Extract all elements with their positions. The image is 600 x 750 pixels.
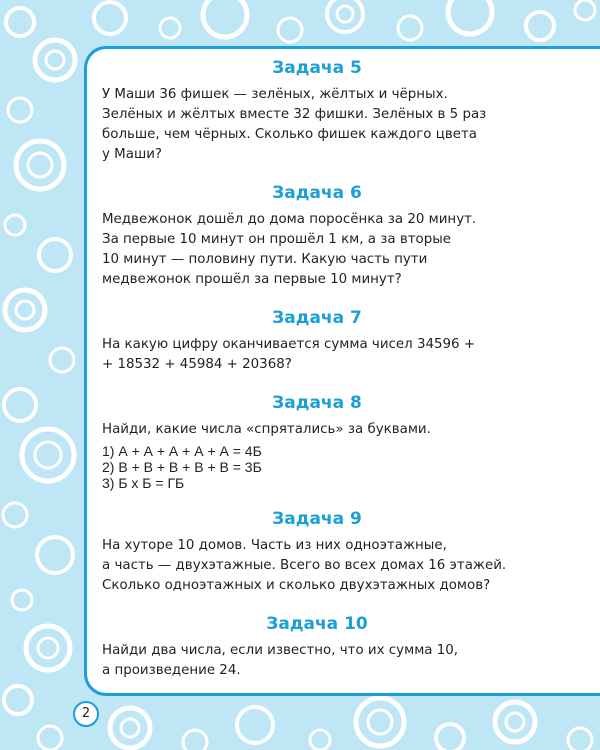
task-text	[102, 420, 532, 440]
task-text	[102, 536, 532, 596]
task-title: Задача 7	[272, 308, 362, 328]
equation: 3) Б х Б = ГБ	[102, 475, 185, 491]
task-line: Медвежонок дошёл до дома поросёнка за 20 минут.	[102, 212, 477, 227]
task-line: Зелёных и жёлтых вместе 32 фишки. Зелёных в 5 раз	[102, 107, 487, 122]
task-line: Найди, какие числа «спрятались» за буквами.	[102, 422, 431, 437]
task-line: Найди два числа, если известно, что их сумма 10,	[102, 643, 459, 658]
task-line: а часть — двухэтажные. Всего во всех домах 16 этажей.	[102, 558, 507, 573]
task-line: медвежонок прошёл за первые 10 минут?	[102, 272, 402, 287]
equation: 2) В + В + В + В + В = 3Б	[102, 459, 262, 475]
task-text	[102, 210, 532, 290]
task-9	[102, 509, 532, 596]
task-line: У Маши 36 фишек — зелёных, жёлтых и чёрных.	[102, 87, 448, 102]
task-7	[102, 308, 532, 375]
task-line: За первые 10 минут он прошёл 1 км, а за вторые	[102, 232, 452, 247]
page-number: 2	[73, 701, 99, 727]
task-title: Задача 8	[272, 393, 362, 413]
task-line: На какую цифру оканчивается сумма чисел 34596 +	[102, 337, 476, 352]
task-5	[102, 58, 532, 165]
equation-list	[102, 443, 532, 491]
task-line: больше, чем чёрных. Сколько фишек каждого цвета	[102, 127, 477, 142]
task-line: 10 минут — половину пути. Какую часть пути	[102, 252, 428, 267]
task-line: На хуторе 10 домов. Часть из них одноэтажные,	[102, 538, 447, 553]
task-line: + 18532 + 45984 + 20368?	[102, 357, 292, 372]
task-text	[102, 85, 532, 165]
task-title: Задача 6	[272, 183, 362, 203]
task-title: Задача 9	[272, 509, 362, 529]
task-title: Задача 5	[272, 58, 362, 78]
equation: 1) А + А + А + А + А = 4Б	[102, 443, 262, 459]
task-8	[102, 393, 532, 491]
task-line: а произведение 24.	[102, 663, 241, 678]
tasks-content	[102, 58, 532, 681]
task-6	[102, 183, 532, 290]
task-title: Задача 10	[266, 614, 368, 634]
task-line: у Маши?	[102, 147, 163, 162]
task-text	[102, 335, 532, 375]
task-line: Сколько одноэтажных и сколько двухэтажных домов?	[102, 578, 491, 593]
task-10	[102, 614, 532, 681]
task-text	[102, 641, 532, 681]
